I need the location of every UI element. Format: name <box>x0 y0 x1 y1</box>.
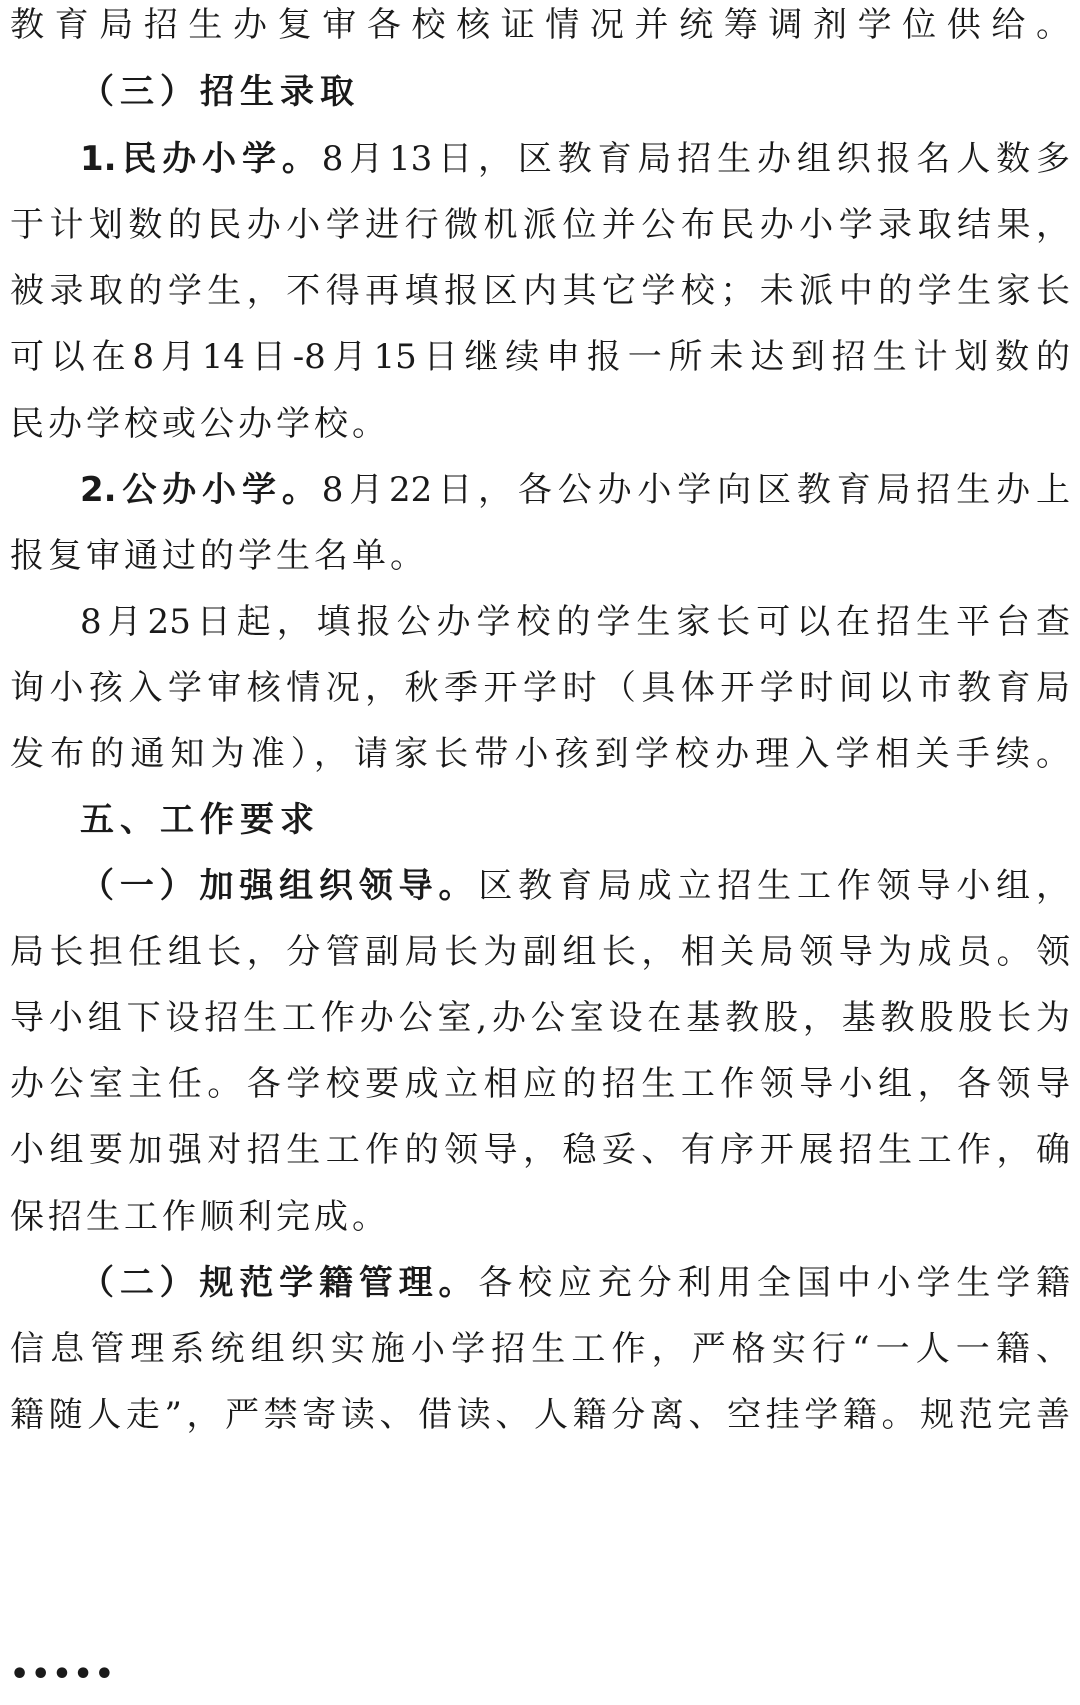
paragraph-label: 1.民办小学。 <box>80 139 322 179</box>
paragraph-label: （一）加强组织领导。 <box>80 866 479 906</box>
text-line <box>10 3 1070 47</box>
paragraph-leadership-line <box>80 864 1070 908</box>
text-line <box>10 1327 1070 1371</box>
text-span: 发布的通知为准），请家长带小孩到学校办理入学相关手续。 <box>10 734 1070 774</box>
text-span: 8月25日起，填报公办学校的学生家长可以在招生平台查 <box>80 602 1070 642</box>
paragraph-public-school-line <box>80 468 1070 512</box>
text-line <box>10 1062 1070 1106</box>
text-span: 教育局招生办复审各校核证情况并统筹调剂学位供给。 <box>10 5 1070 45</box>
text-line: 保招生工作顺利完成。 <box>10 1197 390 1237</box>
text-line <box>10 203 1070 247</box>
text-span: 小组要加强对招生工作的领导，稳妥、有序开展招生工作，确 <box>10 1130 1070 1170</box>
text-line <box>10 335 1070 379</box>
text-line <box>10 996 1070 1040</box>
text-span: 8月22日，各公办小学向区教育局招生办上 <box>321 470 1070 510</box>
text-line <box>10 269 1070 313</box>
text-span: 各校应充分利用全国中小学生学籍 <box>478 1263 1071 1303</box>
text-line <box>10 666 1070 710</box>
section-heading-work-requirements: 五、工作要求 <box>80 800 320 840</box>
text-span: 办公室主任。各学校要成立相应的招生工作领导小组，各领导 <box>10 1064 1070 1104</box>
text-span: 询小孩入学审核情况，秋季开学时（具体开学时间以市教育局 <box>10 668 1070 708</box>
text-span: 籍随人走”，严禁寄读、借读、人籍分离、空挂学籍。规范完善 <box>10 1395 1070 1435</box>
text-line <box>10 1393 1070 1437</box>
text-line: 民办学校或公办学校。 <box>10 404 390 444</box>
continuation-ellipsis: ••••• <box>10 1657 116 1692</box>
paragraph-private-school-line <box>80 137 1070 181</box>
subheading-admission: （三）招生录取 <box>80 72 360 112</box>
paragraph-label: 2.公办小学。 <box>80 470 322 510</box>
text-span: 局长担任组长，分管副局长为副组长，相关局领导为成员。领 <box>10 932 1070 972</box>
text-line <box>10 930 1070 974</box>
text-span: 信息管理系统组织实施小学招生工作，严格实行“一人一籍、 <box>10 1329 1070 1369</box>
text-span: 于计划数的民办小学进行微机派位并公布民办小学录取结果， <box>10 205 1070 245</box>
paragraph-student-registry-line <box>80 1261 1070 1305</box>
text-line <box>10 732 1070 776</box>
text-span: 导小组下设招生工作办公室,办公室设在基教股，基教股股长为 <box>10 998 1070 1038</box>
text-span: 8月13日，区教育局招生办组织报名人数多 <box>321 139 1070 179</box>
paragraph-label: （二）规范学籍管理。 <box>80 1263 479 1303</box>
text-span: 被录取的学生，不得再填报区内其它学校；未派中的学生家长 <box>10 271 1070 311</box>
text-line <box>10 1128 1070 1172</box>
text-line <box>80 600 1070 644</box>
text-span: 可以在8月14日-8月15日继续申报一所未达到招生计划数的 <box>10 337 1070 377</box>
text-span: 区教育局成立招生工作领导小组， <box>478 866 1071 906</box>
text-line: 报复审通过的学生名单。 <box>10 536 428 576</box>
